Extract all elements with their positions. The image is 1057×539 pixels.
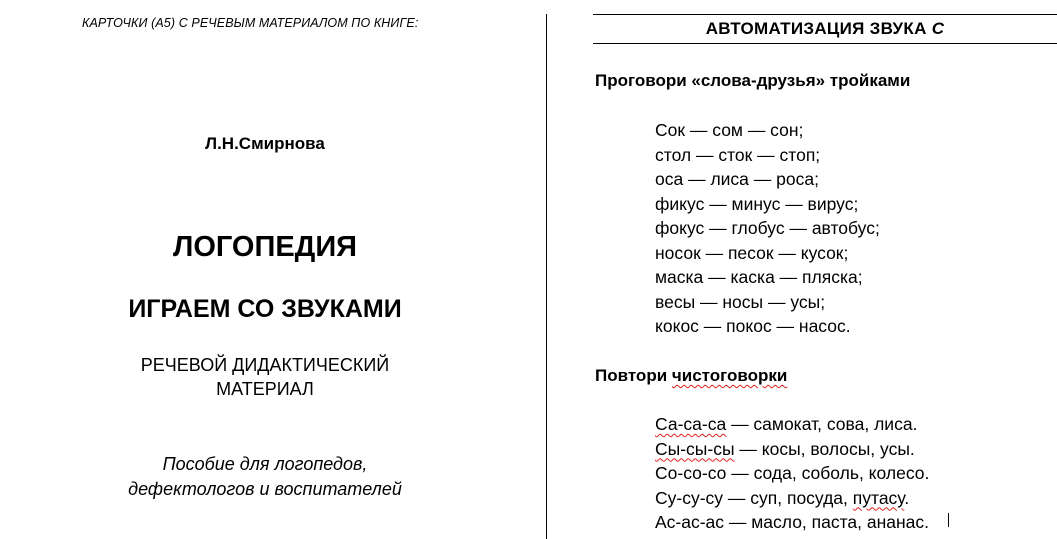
misspelled-word: путасу [852,487,905,508]
syllable-lead: Ас-ас-ас [655,512,725,532]
section-title-tongue-twisters [595,366,787,386]
audience-note [0,452,530,502]
syllable-lead: Су-су-су [655,487,724,508]
material-line-2: МАТЕРИАЛ [216,379,314,399]
list-item [655,461,929,486]
card-header-text: АВТОМАТИЗАЦИЯ ЗВУКА [705,19,932,38]
list-item: маска — каска — пляска; [655,267,863,287]
list-item: Сок — сом — сон; [655,120,804,140]
material-line-1: РЕЧЕВОЙ ДИДАКТИЧЕСКИЙ [140,355,390,375]
list-item [655,510,929,535]
card-header [593,14,1057,44]
word-friends-list [655,118,880,339]
book-subtitle: ИГРАЕМ СО ЗВУКАМИ [128,295,402,323]
list-item: весы — носы — усы; [655,291,826,312]
tongue-twister-list [655,412,929,535]
section-title-word-friends: Проговори «слова-друзья» тройками [595,71,911,90]
header-note: КАРТОЧКИ (А5) С РЕЧЕВЫМ МАТЕРИАЛОМ ПО КНИГЕ: [82,16,419,30]
line-rest: — косы, волосы, усы. [734,438,915,459]
author-name: Л.Н.Смирнова [205,134,325,153]
list-item: стол — сток — стоп; [655,144,821,165]
material-description [0,353,530,401]
list-item: носок — песок — кусок; [655,242,849,263]
list-item [655,437,929,462]
line-rest: — сода, соболь, колесо. [726,463,930,483]
syllable-lead: Со-со-со [655,463,727,483]
card-header-sound: С [931,19,945,38]
list-item [655,486,929,511]
line-rest: — масло, паста, ананас. [724,512,930,532]
syllable-lead: Са-са-са [655,414,727,434]
section-title-prefix: Повтори [595,366,672,385]
audience-line-2: дефектологов и воспитателей [128,479,402,499]
audience-line-1: Пособие для логопедов, [162,454,368,474]
text-cursor [948,513,949,527]
right-page [547,0,1057,539]
book-title: ЛОГОПЕДИЯ [172,231,358,263]
list-item: оса — лиса — роса; [655,169,819,189]
list-item [655,412,929,437]
syllable-lead: Сы-сы-сы [655,438,735,459]
list-item: фокус — глобус — автобус; [655,218,880,238]
section-title-word: чистоговорки [671,366,788,385]
line-tail: . [904,487,910,508]
line-rest: — самокат, сова, лиса. [726,414,918,434]
list-item: кокос — покос — насос. [655,316,851,336]
line-rest: — суп, посуда, [723,487,853,508]
list-item: фикус — минус — вирус; [655,193,859,214]
